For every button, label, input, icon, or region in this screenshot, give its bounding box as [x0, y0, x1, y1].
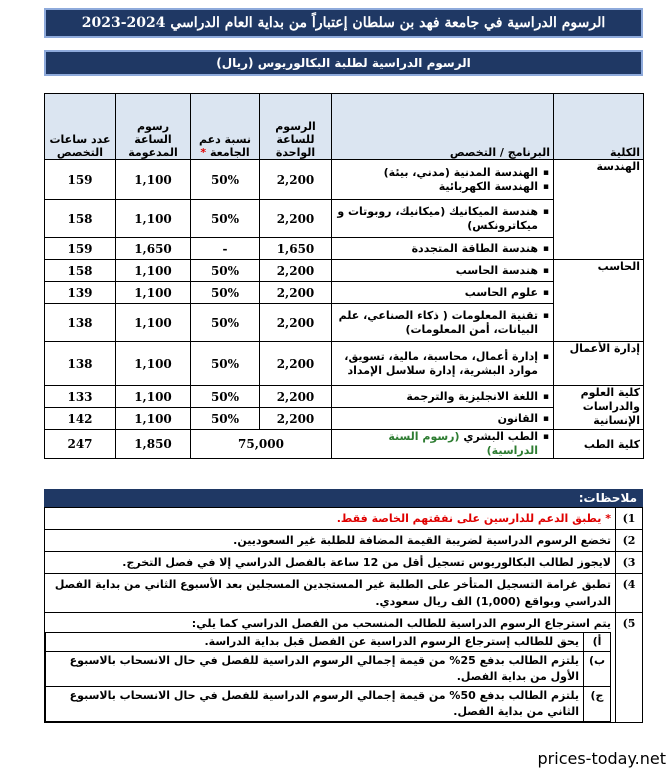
- hours-cell: 158: [45, 200, 116, 238]
- fee-cell: 2,200: [260, 386, 332, 408]
- program-cell: ▪ تقنية المعلومات ( ذكاء الصناعي، علم البيانات، أمن المعلومات): [332, 304, 554, 342]
- supported-cell: 1,100: [116, 260, 191, 282]
- header-program: البرنامج / التخصص: [332, 94, 554, 160]
- college-engineering: الهندسة: [554, 160, 644, 200]
- program-cell: ▪ اللغة الانجليزية والترجمة: [332, 386, 554, 408]
- supported-cell: 1,100: [116, 282, 191, 304]
- fees-table: [44, 93, 644, 459]
- asterisk-mark: *: [200, 146, 207, 159]
- college-humanities: كلية العلوم والدراسات الإنسانية: [554, 386, 644, 430]
- hours-cell: 142: [45, 408, 116, 430]
- fee-cell: 2,200: [260, 342, 332, 386]
- hours-cell: 138: [45, 304, 116, 342]
- program-cell: ▪ إدارة أعمال، محاسبة، مالية، تسويق، موارد البشرية، إدارة سلاسل الإمداد: [332, 342, 554, 386]
- table-subtitle: الرسوم الدراسية لطلبة البكالوريوس (ريال): [44, 50, 643, 76]
- program-cell: ▪ هندسة الطاقة المتجددة: [332, 238, 554, 260]
- college-business: إدارة الأعمال: [554, 342, 644, 386]
- pct-cell: 50%: [191, 342, 260, 386]
- hours-cell: 138: [45, 342, 116, 386]
- fee-cell: 1,650: [260, 238, 332, 260]
- site-watermark: prices-today.net: [537, 749, 666, 768]
- annual-fee-cell: 75,000: [191, 430, 332, 459]
- subnote-item: ب) يلتزم الطالب بدفع 25% من قيمة إجمالي الرسوم الدراسية للفصل في حال الانسحاب بالاسبوع الأول من بداية الفصل.: [46, 652, 611, 687]
- subnote-text: يلتزم الطالب بدفع 25% من قيمة إجمالي الرسوم الدراسية للفصل في حال الانسحاب بالاسبوع الأول من بداية الفصل.: [46, 652, 584, 687]
- note-item: 1) * يطبق الدعم للدارسين على نفقتهم الخاصة فقط.: [45, 508, 643, 530]
- header-support-pct: نسبة دعم الجامعة *: [191, 94, 260, 160]
- header-college: الكلية: [554, 94, 644, 160]
- pct-cell: 50%: [191, 386, 260, 408]
- header-hours: عدد ساعات التخصص: [45, 94, 116, 160]
- supported-cell: 1,100: [116, 200, 191, 238]
- note-text: تطبق غرامة التسجيل المتأخر على الطلبة غير المستجدين المسجلين بعد الأسبوع الثاني من بداية الفصل الدراسي وبواقع (1,000) الف ريال سعودي.: [45, 574, 616, 613]
- supported-cell: 1,100: [116, 386, 191, 408]
- table-row: [45, 430, 644, 459]
- fee-cell: 2,200: [260, 200, 332, 238]
- note-item: 5) يتم استرجاع الرسوم الدراسية للطالب المنسحب من الفصل الدراسي كما يلي: أ) يحق للطالب إسترجاع الرسوم الدراسية عن الفصل قبل بداية الدراسة. ب) يلتزم الطالب بدفع 25% من قيمة إجمالي الرسوم الدراسية للفصل في حال الانسحاب بالاسبوع الأول من بداية الفصل. ج) يلتزم الطالب بدفع 50% من قيمة إجمالي الرسوم الدراسية للفصل في حال الانسحاب بالاسبوع الثاني من بداية الفصل.: [45, 613, 643, 723]
- header-supported-fee: رسوم الساعة المدعومة: [116, 94, 191, 160]
- hours-cell: 133: [45, 386, 116, 408]
- table-row: [45, 238, 644, 260]
- supported-cell: 1,100: [116, 304, 191, 342]
- subnote-item: ج) يلتزم الطالب بدفع 50% من قيمة إجمالي الرسوم الدراسية للفصل في حال الانسحاب بالاسبوع الثاني من بداية الفصل.: [46, 687, 611, 722]
- program-cell: ▪ الهندسة المدنية (مدني، بيئة) ▪ الهندسة الكهربائية: [332, 160, 554, 200]
- note-text: تخضع الرسوم الدراسية لضريبة القيمة المضافة للطلبة غير السعوديين.: [45, 530, 616, 552]
- table-row: [45, 282, 644, 304]
- subnote-text: يحق للطالب إسترجاع الرسوم الدراسية عن الفصل قبل بداية الدراسة.: [46, 633, 584, 652]
- fee-cell: 2,200: [260, 408, 332, 430]
- pct-cell: 50%: [191, 200, 260, 238]
- hours-cell: 139: [45, 282, 116, 304]
- program-cell: ▪ هندسة الحاسب: [332, 260, 554, 282]
- notes-heading: ملاحظات:: [44, 489, 643, 507]
- subnote-text: يلتزم الطالب بدفع 50% من قيمة إجمالي الرسوم الدراسية للفصل في حال الانسحاب بالاسبوع الثاني من بداية الفصل.: [46, 687, 584, 722]
- table-row: [45, 160, 644, 200]
- program-cell: ▪ هندسة الميكانيك (ميكانيك، روبوتات و ميكاترونكس): [332, 200, 554, 238]
- program-cell: ▪ الطب البشري (رسوم السنة الدراسية): [332, 430, 554, 459]
- table-row: [45, 260, 644, 282]
- college-computing: الحاسب: [554, 260, 644, 282]
- note-text: لايجوز لطالب البكالوريوس تسجيل أقل من 12 ساعة بالفصل الدراسي إلا في فصل التخرج.: [45, 552, 616, 574]
- fee-cell: 2,200: [260, 160, 332, 200]
- fee-cell: 2,200: [260, 260, 332, 282]
- notes-table: [44, 507, 643, 723]
- pct-cell: 50%: [191, 304, 260, 342]
- table-header-row: [45, 94, 644, 160]
- pct-cell: 50%: [191, 260, 260, 282]
- note-item: 4) تطبق غرامة التسجيل المتأخر على الطلبة غير المستجدين المسجلين بعد الأسبوع الثاني من بداية الفصل الدراسي وبواقع (1,000) الف ريال سعودي.: [45, 574, 643, 613]
- hours-cell: 247: [45, 430, 116, 459]
- table-row: [45, 200, 644, 238]
- fee-cell: 2,200: [260, 304, 332, 342]
- header-fee-per-hour: الرسوم للساعة الواحدة: [260, 94, 332, 160]
- supported-cell: 1,650: [116, 238, 191, 260]
- pct-cell: 50%: [191, 160, 260, 200]
- table-row: [45, 342, 644, 386]
- note-text: * يطبق الدعم للدارسين على نفقتهم الخاصة فقط.: [45, 508, 616, 530]
- subnote-item: أ) يحق للطالب إسترجاع الرسوم الدراسية عن الفصل قبل بداية الدراسة.: [46, 633, 611, 652]
- program-cell: ▪ القانون: [332, 408, 554, 430]
- program-cell: ▪ علوم الحاسب: [332, 282, 554, 304]
- supported-cell: 1,100: [116, 342, 191, 386]
- hours-cell: 159: [45, 238, 116, 260]
- supported-cell: 1,100: [116, 408, 191, 430]
- note-item: 2) تخضع الرسوم الدراسية لضريبة القيمة المضافة للطلبة غير السعوديين.: [45, 530, 643, 552]
- hours-cell: 159: [45, 160, 116, 200]
- hours-cell: 158: [45, 260, 116, 282]
- annual-fee-note: (رسوم السنة الدراسية): [388, 430, 538, 457]
- college-medicine: كلية الطب: [554, 430, 644, 459]
- table-row: [45, 304, 644, 342]
- refund-subnotes: [45, 632, 611, 722]
- page-title: الرسوم الدراسية في جامعة فهد بن سلطان إعتباراً من بداية العام الدراسي 2024-2023: [44, 8, 643, 38]
- supported-cell: 1,850: [116, 430, 191, 459]
- note-text: يتم استرجاع الرسوم الدراسية للطالب المنسحب من الفصل الدراسي كما يلي:: [191, 617, 611, 630]
- pct-cell: 50%: [191, 282, 260, 304]
- fee-cell: 2,200: [260, 282, 332, 304]
- table-row: [45, 386, 644, 408]
- note-item: 3) لايجوز لطالب البكالوريوس تسجيل أقل من 12 ساعة بالفصل الدراسي إلا في فصل التخرج.: [45, 552, 643, 574]
- pct-cell: 50%: [191, 408, 260, 430]
- supported-cell: 1,100: [116, 160, 191, 200]
- pct-cell: -: [191, 238, 260, 260]
